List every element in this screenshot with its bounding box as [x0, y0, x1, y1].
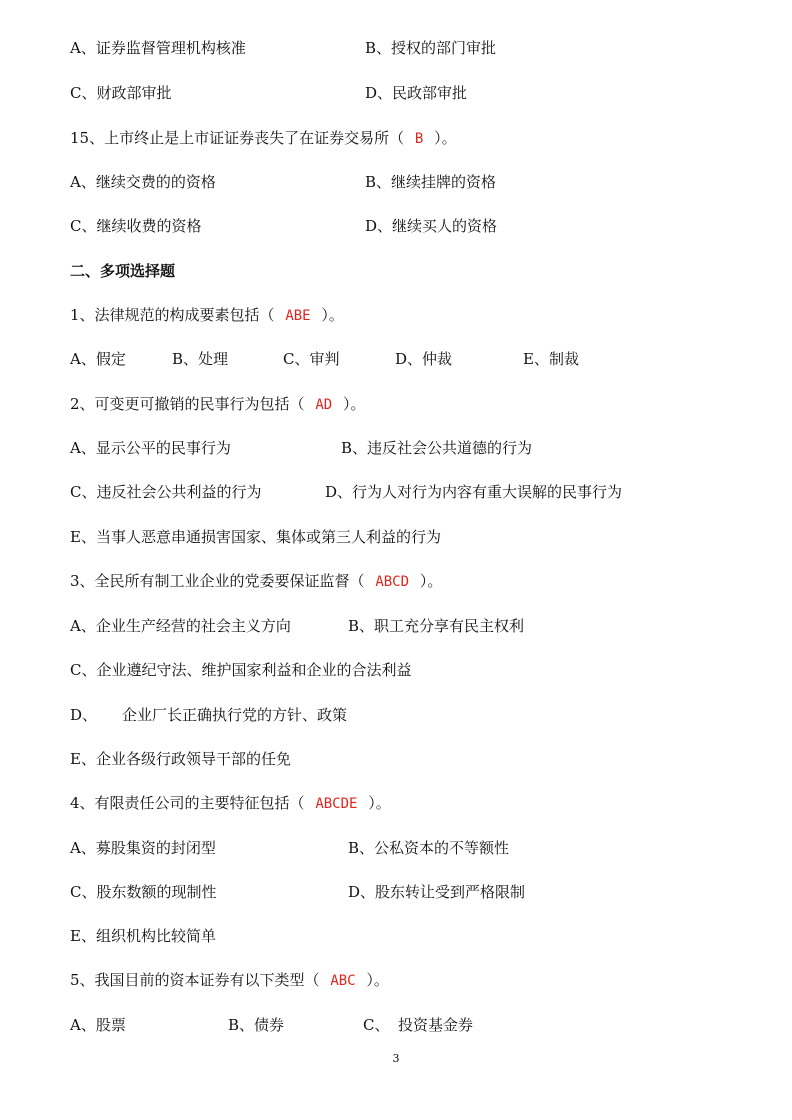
m3-option-e: E、企业各级行政领导干部的任免 [70, 750, 291, 768]
m5-option-c-label: C、 [363, 1016, 390, 1034]
m4-option-e: E、组织机构比较简单 [70, 927, 216, 945]
m2-option-b: B、违反社会公共道德的行为 [341, 439, 533, 457]
m1-stem [70, 305, 344, 326]
m4-stem [70, 793, 391, 814]
m5-option-a: A、股票 [70, 1016, 126, 1034]
m1-option-b: B、处理 [172, 350, 229, 368]
m1-stem-end: ）。 [321, 306, 344, 324]
q15-option-d: D、继续买人的资格 [365, 217, 498, 235]
m5-stem-end: ）。 [366, 971, 389, 989]
q15-stem-text: 15、上市终止是上市证证券丧失了在证券交易所（ [70, 129, 405, 147]
m4-answer: ABCDE [315, 796, 358, 812]
m2-option-a: A、显示公平的民事行为 [70, 439, 231, 457]
m4-option-c: C、股东数额的现制性 [70, 883, 217, 901]
m4-stem-text: 4、有限责任公司的主要特征包括（ [70, 794, 305, 812]
q14-option-d: D、民政部审批 [365, 84, 468, 102]
m5-answer: ABC [330, 973, 356, 989]
m2-option-d: D、行为人对行为内容有重大误解的民事行为 [325, 483, 623, 501]
m2-stem [70, 394, 365, 415]
m4-option-b: B、公私资本的不等额性 [348, 839, 510, 857]
m3-stem-end: ）。 [419, 572, 443, 590]
m1-answer: ABE [285, 308, 311, 324]
q15-answer: B [414, 131, 424, 147]
q15-option-a: A、继续交费的的资格 [70, 173, 216, 191]
m4-option-a: A、募股集资的封闭型 [70, 839, 216, 857]
m3-option-d-label: D、 [70, 706, 98, 724]
m3-answer: ABCD [375, 574, 410, 590]
m3-stem-text: 3、全民所有制工业企业的党委要保证监督（ [70, 572, 365, 590]
q14-option-c: C、财政部审批 [70, 84, 172, 102]
m1-option-a: A、假定 [70, 350, 126, 368]
m1-stem-text: 1、法律规范的构成要素包括（ [70, 306, 275, 324]
q15-stem-end: ）。 [434, 129, 457, 147]
m5-stem [70, 970, 389, 991]
m2-stem-text: 2、可变更可撤销的民事行为包括（ [70, 395, 305, 413]
m3-option-b: B、职工充分享有民主权利 [348, 617, 525, 635]
m5-option-c-text: 投资基金券 [398, 1016, 474, 1034]
m2-answer: AD [315, 397, 333, 413]
m1-option-d: D、仲裁 [395, 350, 453, 368]
m1-option-e: E、制裁 [523, 350, 579, 368]
section-heading: 二、多项选择题 [70, 262, 176, 280]
q14-option-b: B、授权的部门审批 [365, 39, 497, 57]
m5-option-b: B、债券 [228, 1016, 285, 1034]
m1-option-c: C、审判 [283, 350, 340, 368]
m3-option-c: C、企业遵纪守法、维护国家利益和企业的合法利益 [70, 661, 412, 679]
m3-stem [70, 571, 442, 592]
m2-option-c: C、违反社会公共利益的行为 [70, 483, 262, 501]
m4-stem-end: ）。 [368, 794, 391, 812]
q15-option-c: C、继续收费的资格 [70, 217, 202, 235]
m3-option-a: A、企业生产经营的社会主义方向 [70, 617, 291, 635]
page-number: 3 [392, 1052, 400, 1065]
m4-option-d: D、股东转让受到严格限制 [348, 883, 526, 901]
m5-stem-text: 5、我国目前的资本证券有以下类型（ [70, 971, 320, 989]
q15-option-b: B、继续挂牌的资格 [365, 173, 497, 191]
q15-stem [70, 128, 457, 149]
m2-stem-end: ）。 [342, 395, 366, 413]
m2-option-e: E、当事人恶意串通损害国家、集体或第三人利益的行为 [70, 528, 441, 546]
q14-option-a: A、证券监督管理机构核准 [70, 39, 246, 57]
m3-option-d-text: 企业厂长正确执行党的方针、政策 [122, 706, 348, 724]
